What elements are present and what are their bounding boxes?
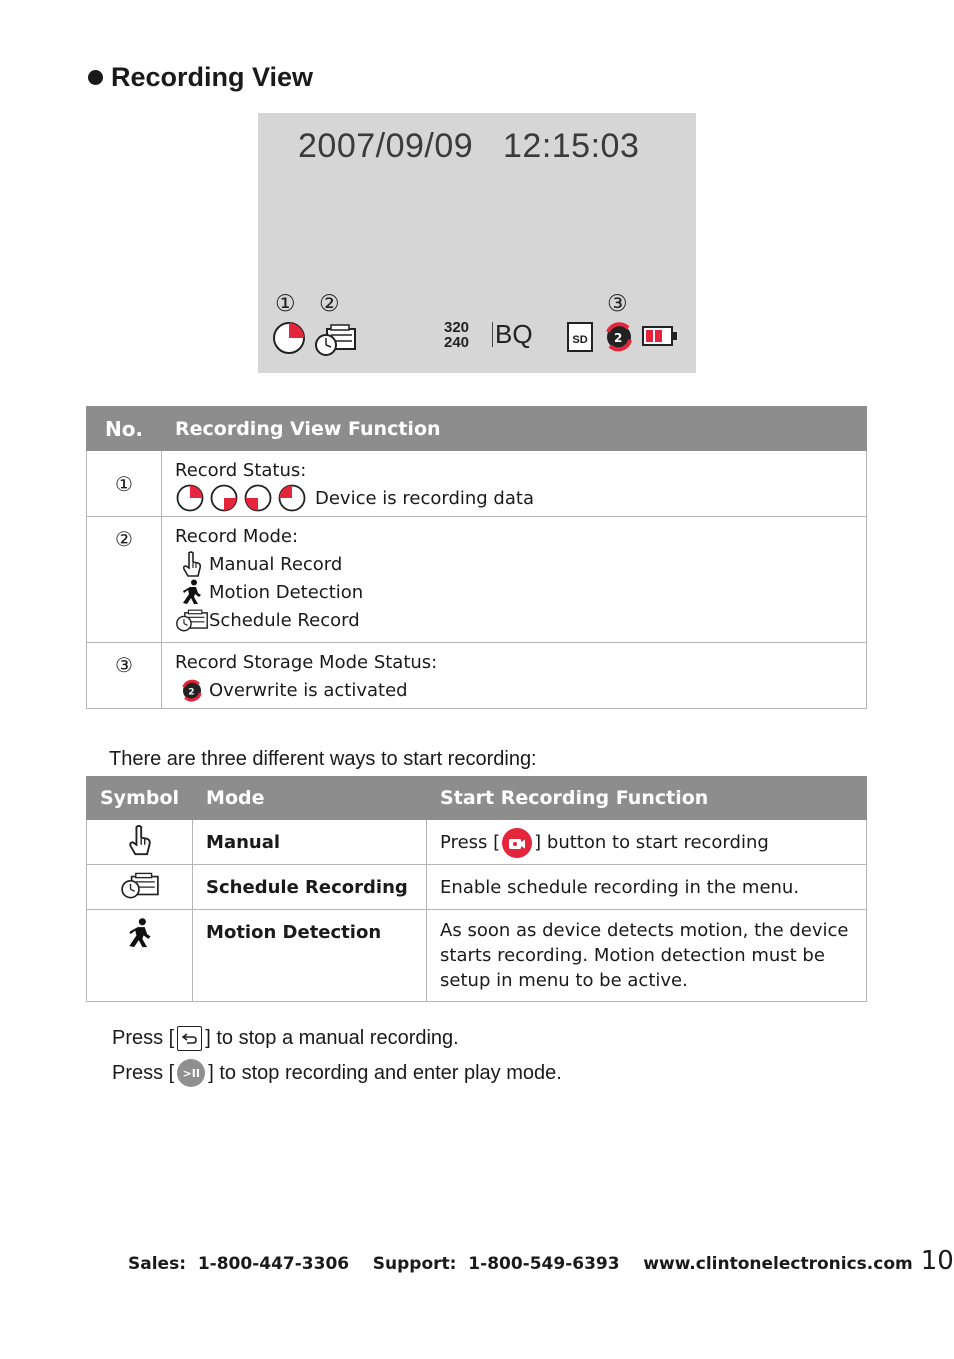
footer-sales: Sales: 1-800-447-3306 xyxy=(128,1254,350,1274)
heading-text: Recording View xyxy=(111,62,314,92)
hand-pointer-icon xyxy=(127,824,153,856)
footer xyxy=(128,1246,954,1276)
col-header-no: No. xyxy=(87,407,162,451)
function-cell: As soon as device detects motion, the device starts recording. Motion detection must be setup in menu to be active. xyxy=(427,910,867,1002)
running-person-icon xyxy=(181,579,203,605)
schedule-record-icon xyxy=(175,607,209,633)
play-pause-key-icon: >II xyxy=(177,1059,205,1087)
stop-play-note: Press [ >II ] to stop recording and enter play mode. xyxy=(112,1059,562,1087)
section-heading xyxy=(88,62,313,93)
footer-support: Support: 1-800-549-6393 xyxy=(372,1254,620,1274)
overwrite-icon xyxy=(602,320,636,352)
svg-text:2: 2 xyxy=(614,331,623,345)
quality-text: BQ xyxy=(495,319,533,349)
page-number: 10 xyxy=(920,1246,954,1276)
pie-quarter-icon xyxy=(175,484,205,512)
resolution-height: 240 xyxy=(444,334,470,351)
return-key-icon xyxy=(177,1026,202,1051)
row-item: Motion Detection xyxy=(209,581,364,603)
running-person-icon xyxy=(127,916,153,950)
pie-three-quarter-icon xyxy=(243,484,273,512)
row-title: Record Status: xyxy=(175,460,307,481)
recording-view-function-table xyxy=(86,406,867,709)
row-no: ③ xyxy=(87,643,162,709)
col-header-symbol: Symbol xyxy=(87,777,193,820)
marker-3: ③ xyxy=(607,291,628,317)
row-item: Overwrite is activated xyxy=(209,679,408,701)
function-cell: Press [ ] button to start recording xyxy=(427,820,867,865)
resolution-width: 320 xyxy=(444,319,470,336)
stop-manual-note: Press [ ] to stop a manual recording. xyxy=(112,1027,459,1049)
col-header-function: Recording View Function xyxy=(162,407,867,451)
hand-pointer-icon xyxy=(181,551,203,577)
row-no: ② xyxy=(87,517,162,643)
svg-text:2: 2 xyxy=(188,687,195,698)
mode-cell: Motion Detection xyxy=(193,910,427,1002)
pie-half-icon xyxy=(209,484,239,512)
recording-screen xyxy=(258,113,696,373)
table-row xyxy=(87,643,867,709)
mode-cell: Schedule Recording xyxy=(193,865,427,910)
table-row xyxy=(87,910,867,1002)
start-recording-table xyxy=(86,776,867,1002)
footer-website: www.clintonelectronics.com xyxy=(643,1254,913,1274)
sd-card-icon: SD xyxy=(567,322,593,352)
marker-1: ① xyxy=(275,291,296,317)
row-item: Schedule Record xyxy=(209,609,360,631)
col-header-start-function: Start Recording Function xyxy=(427,777,867,820)
table-row xyxy=(87,517,867,643)
col-header-mode: Mode xyxy=(193,777,427,820)
screen-datetime: 2007/09/09 12:15:03 xyxy=(298,127,640,165)
record-button-icon xyxy=(502,828,532,858)
overwrite-icon xyxy=(179,678,205,702)
table-row xyxy=(87,820,867,865)
battery-icon xyxy=(642,325,678,347)
row-title: Record Storage Mode Status: xyxy=(175,652,438,673)
record-status-icons xyxy=(175,484,307,512)
bullet-icon xyxy=(88,70,103,85)
row-item: Manual Record xyxy=(209,553,343,575)
row-title: Record Mode: xyxy=(175,526,299,547)
function-cell: Enable schedule recording in the menu. xyxy=(427,865,867,910)
row-item: Device is recording data xyxy=(315,487,534,509)
row-no: ① xyxy=(87,451,162,517)
resolution-indicator xyxy=(444,320,469,350)
table-row xyxy=(87,451,867,517)
schedule-record-icon xyxy=(120,871,160,899)
schedule-record-icon xyxy=(314,323,358,357)
table-row xyxy=(87,865,867,910)
record-status-pie-icon xyxy=(272,321,306,355)
intro-text: There are three different ways to start recording: xyxy=(109,748,537,770)
pie-full-icon xyxy=(277,484,307,512)
quality-indicator xyxy=(492,319,533,350)
mode-cell: Manual xyxy=(193,820,427,865)
marker-2: ② xyxy=(319,291,340,317)
